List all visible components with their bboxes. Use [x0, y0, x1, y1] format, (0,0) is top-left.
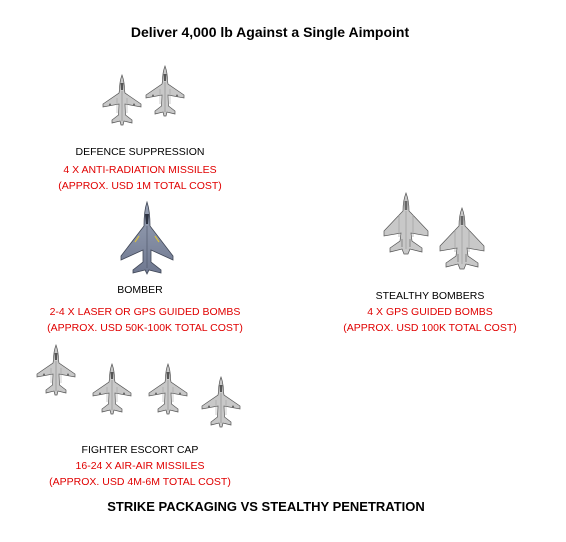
stealthy-bombers-cost: (APPROX. USD 100K TOTAL COST) — [343, 322, 517, 334]
defence-jet-1 — [100, 73, 144, 129]
defence-suppression-cost: (APPROX. USD 1M TOTAL COST) — [58, 180, 222, 192]
stealth-jet-2 — [436, 206, 488, 272]
footer-caption: STRIKE PACKAGING VS STEALTHY PENETRATION — [107, 499, 425, 514]
escort-jet-2 — [90, 362, 134, 418]
stealthy-bombers-label: STEALTHY BOMBERS — [375, 290, 485, 302]
fighter-escort-cost: (APPROX. USD 4M-6M TOTAL COST) — [49, 476, 231, 488]
escort-jet-3 — [146, 362, 190, 418]
defence-suppression-label: DEFENCE SUPPRESSION — [75, 146, 205, 158]
fighter-escort-weapons: 16-24 X AIR-AIR MISSILES — [75, 460, 205, 472]
bomber-aircraft — [117, 200, 177, 276]
defence-jet-2 — [143, 64, 187, 120]
escort-jet-1 — [34, 343, 78, 399]
stealthy-bombers-weapons: 4 X GPS GUIDED BOMBS — [367, 306, 493, 318]
escort-jet-4 — [199, 375, 243, 431]
stealth-jet-1 — [380, 191, 432, 257]
page-title: Deliver 4,000 lb Against a Single Aimpoint — [130, 24, 410, 40]
bomber-label: BOMBER — [117, 284, 163, 296]
fighter-escort-label: FIGHTER ESCORT CAP — [81, 444, 199, 456]
defence-suppression-weapons: 4 X ANTI-RADIATION MISSILES — [63, 164, 217, 176]
bomber-weapons: 2-4 X LASER OR GPS GUIDED BOMBS — [49, 306, 241, 318]
bomber-cost: (APPROX. USD 50K-100K TOTAL COST) — [47, 322, 243, 334]
